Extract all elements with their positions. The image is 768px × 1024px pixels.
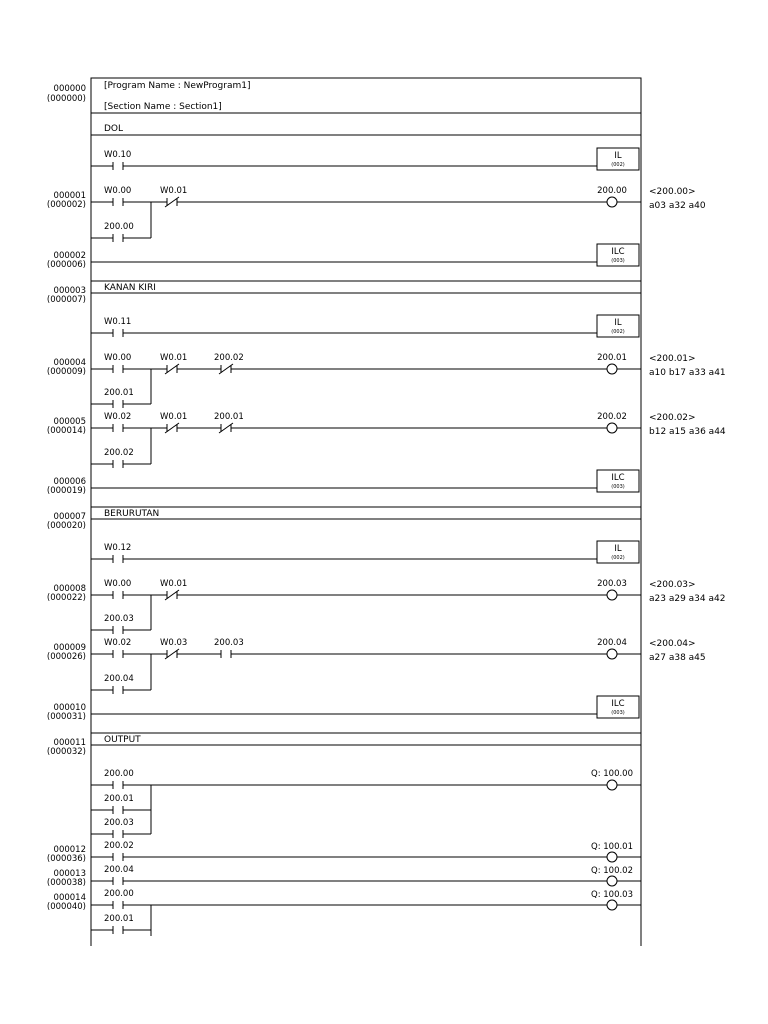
contact-label: W0.11 bbox=[104, 317, 132, 327]
contact-label: W0.01 bbox=[160, 579, 188, 589]
step-address: (000031) bbox=[46, 712, 86, 722]
contact-label: W0.01 bbox=[160, 412, 188, 422]
section-box-output bbox=[91, 733, 641, 745]
contact-label: 200.04 bbox=[104, 674, 134, 684]
instruction-code: (002) bbox=[611, 162, 625, 168]
cross-reference: a03 a32 a40 bbox=[649, 201, 706, 211]
step-number: 000008 bbox=[53, 584, 86, 594]
instruction-code: (003) bbox=[611, 710, 625, 716]
contact-label: 200.02 bbox=[214, 353, 244, 363]
step-address: (000032) bbox=[46, 747, 86, 757]
coil-label: Q: 100.03 bbox=[591, 890, 633, 900]
rung-ilc-kanan-kiri bbox=[91, 470, 639, 492]
contact-label: W0.12 bbox=[104, 543, 132, 553]
coil-label: 200.01 bbox=[597, 353, 627, 363]
section-box-berurutan bbox=[91, 507, 641, 519]
contact-label: 200.00 bbox=[104, 889, 134, 899]
step-number: 000009 bbox=[53, 643, 86, 653]
rung-200-04 bbox=[91, 638, 706, 694]
cross-reference: a27 a38 a45 bbox=[649, 653, 706, 663]
contact-label: W0.00 bbox=[104, 353, 132, 363]
instruction-name: ILC bbox=[611, 247, 625, 257]
coil-label: Q: 100.00 bbox=[591, 769, 633, 779]
coil bbox=[607, 364, 617, 374]
step-number: 000005 bbox=[53, 417, 86, 427]
instruction-name: ILC bbox=[611, 473, 625, 483]
contact-label: 200.01 bbox=[104, 388, 134, 398]
step-number: 000002 bbox=[53, 251, 86, 261]
coil-label: Q: 100.02 bbox=[591, 866, 633, 876]
rung-q-100-00 bbox=[91, 769, 641, 838]
coil bbox=[607, 876, 617, 886]
cross-reference: a10 b17 a33 a41 bbox=[649, 368, 726, 378]
rung-q-100-01 bbox=[91, 841, 641, 862]
contact-label: W0.10 bbox=[104, 150, 132, 160]
step-address: (000022) bbox=[46, 593, 86, 603]
contact-label: 200.03 bbox=[214, 638, 244, 648]
contact-label: W0.01 bbox=[160, 186, 188, 196]
section-title-kanan-kiri: KANAN KIRI bbox=[104, 283, 156, 293]
step-address: (000040) bbox=[46, 902, 86, 912]
contact-label: W0.00 bbox=[104, 186, 132, 196]
step-address: (000009) bbox=[46, 367, 86, 377]
coil bbox=[607, 649, 617, 659]
step-number: 000010 bbox=[53, 703, 86, 713]
contact-label: 200.01 bbox=[104, 794, 134, 804]
instruction-name: IL bbox=[614, 544, 622, 554]
coil bbox=[607, 590, 617, 600]
instruction-code: (003) bbox=[611, 258, 625, 264]
cross-reference: <200.01> bbox=[649, 354, 696, 364]
step-address: (000019) bbox=[46, 486, 86, 496]
step-number: 000004 bbox=[53, 358, 86, 368]
cross-reference: <200.00> bbox=[649, 187, 696, 197]
step-number: 000014 bbox=[53, 893, 86, 903]
instruction-name: IL bbox=[614, 318, 622, 328]
step-number: 000000 bbox=[53, 84, 86, 94]
program-name: [Program Name : NewProgram1] bbox=[104, 81, 251, 91]
instruction-code: (002) bbox=[611, 329, 625, 335]
coil-label: 200.00 bbox=[597, 186, 627, 196]
contact-label: 200.01 bbox=[104, 914, 134, 924]
instruction-name: IL bbox=[614, 151, 622, 161]
step-address: (000020) bbox=[46, 521, 86, 531]
section-title-dol: DOL bbox=[104, 124, 124, 134]
section-title-berurutan: BERURUTAN bbox=[104, 509, 160, 519]
step-number: 000007 bbox=[53, 512, 86, 522]
rung-200-02 bbox=[91, 412, 726, 468]
rung-q-100-02 bbox=[91, 865, 641, 886]
step-address: (000026) bbox=[46, 652, 86, 662]
rung-200-00 bbox=[91, 186, 706, 242]
cross-reference: b12 a15 a36 a44 bbox=[649, 427, 726, 437]
rung-il-kanan-kiri bbox=[91, 315, 639, 337]
instruction-name: ILC bbox=[611, 699, 625, 709]
step-numbers bbox=[47, 84, 86, 912]
contact-label: W0.00 bbox=[104, 579, 132, 589]
step-number: 000003 bbox=[53, 286, 86, 296]
coil-label: 200.04 bbox=[597, 638, 627, 648]
cross-reference: <200.03> bbox=[649, 580, 696, 590]
step-address: (000000) bbox=[46, 94, 86, 104]
contact-label: 200.00 bbox=[104, 222, 134, 232]
coil bbox=[607, 852, 617, 862]
contact-label: W0.01 bbox=[160, 353, 188, 363]
contact-label: 200.03 bbox=[104, 818, 134, 828]
rung-il-berurutan bbox=[91, 541, 639, 563]
rung-ilc-dol bbox=[91, 244, 639, 266]
step-number: 000001 bbox=[53, 191, 86, 201]
contact-label: 200.04 bbox=[104, 865, 134, 875]
step-address: (000002) bbox=[46, 200, 86, 210]
rung-200-03 bbox=[91, 579, 725, 634]
coil-label: 200.02 bbox=[597, 412, 627, 422]
step-number: 000012 bbox=[53, 845, 86, 855]
section-box-kanan-kiri bbox=[91, 281, 641, 293]
contact-label: W0.02 bbox=[104, 638, 132, 648]
contact-label: W0.03 bbox=[160, 638, 188, 648]
cross-reference: <200.04> bbox=[649, 639, 696, 649]
contact-label: 200.03 bbox=[104, 614, 134, 624]
contact-label: 200.02 bbox=[104, 448, 134, 458]
section-name: [Section Name : Section1] bbox=[104, 102, 222, 112]
rung-q-100-03 bbox=[91, 889, 641, 936]
coil bbox=[607, 780, 617, 790]
instruction-code: (003) bbox=[611, 484, 625, 490]
contact-label: W0.02 bbox=[104, 412, 132, 422]
contact-label: 200.01 bbox=[214, 412, 244, 422]
coil bbox=[607, 423, 617, 433]
cross-reference: a23 a29 a34 a42 bbox=[649, 594, 726, 604]
coil bbox=[607, 900, 617, 910]
contact-label: 200.00 bbox=[104, 769, 134, 779]
step-address: (000006) bbox=[46, 260, 86, 270]
rung-ilc-berurutan bbox=[91, 696, 639, 718]
step-address: (000036) bbox=[46, 854, 86, 864]
section-title-output: OUTPUT bbox=[104, 735, 141, 745]
instruction-code: (002) bbox=[611, 555, 625, 561]
step-address: (000007) bbox=[46, 295, 86, 305]
rung-200-01 bbox=[91, 353, 726, 408]
cross-reference: <200.02> bbox=[649, 413, 696, 423]
coil-label: 200.03 bbox=[597, 579, 627, 589]
coil-label: Q: 100.01 bbox=[591, 842, 633, 852]
step-number: 000011 bbox=[53, 738, 86, 748]
contact-label: 200.02 bbox=[104, 841, 134, 851]
step-number: 000013 bbox=[53, 869, 86, 879]
rung-il-dol bbox=[91, 148, 639, 170]
step-number: 000006 bbox=[53, 477, 86, 487]
step-address: (000014) bbox=[46, 426, 86, 436]
step-address: (000038) bbox=[46, 878, 86, 888]
coil bbox=[607, 197, 617, 207]
